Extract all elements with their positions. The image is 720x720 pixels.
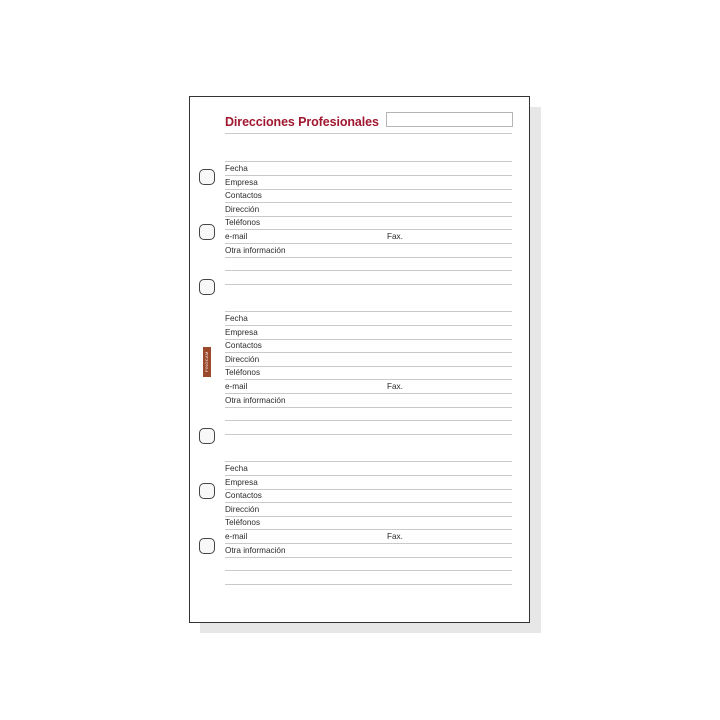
punch-hole [199, 279, 215, 295]
entry-rule [225, 434, 512, 435]
entry-rule [225, 461, 512, 462]
punch-hole [199, 428, 215, 444]
entry-rule [225, 420, 512, 421]
fecha-label: Fecha [225, 464, 248, 473]
entry-rule [225, 489, 512, 490]
entry-rule [225, 543, 512, 544]
entry-rule [225, 189, 512, 190]
contactos-label: Contactos [225, 341, 262, 350]
contactos-label: Contactos [225, 191, 262, 200]
brand-logo: FINOCAM [203, 347, 211, 377]
fax-label: Fax. [387, 232, 403, 241]
page-title: Direcciones Profesionales [225, 115, 379, 129]
entry-rule [225, 516, 512, 517]
email-label: e-mail [225, 232, 248, 241]
direccion-label: Dirección [225, 505, 260, 514]
address-sheet [189, 96, 530, 623]
direccion-label: Dirección [225, 355, 260, 364]
entry-rule [225, 202, 512, 203]
entry-rule [225, 243, 512, 244]
entry-rule [225, 366, 512, 367]
entry-rule [225, 502, 512, 503]
fax-label: Fax. [387, 532, 403, 541]
empresa-label: Empresa [225, 178, 258, 187]
entry-rule [225, 529, 512, 530]
entry-rule [225, 161, 512, 162]
fecha-label: Fecha [225, 314, 248, 323]
empresa-label: Empresa [225, 328, 258, 337]
entry-rule [225, 393, 512, 394]
otra-informacion-label: Otra información [225, 246, 286, 255]
entry-rule [225, 311, 512, 312]
telefonos-label: Teléfonos [225, 368, 261, 377]
title-input-box[interactable] [386, 112, 513, 127]
direccion-label: Dirección [225, 205, 260, 214]
email-label: e-mail [225, 532, 248, 541]
telefonos-label: Teléfonos [225, 518, 261, 527]
email-label: e-mail [225, 382, 248, 391]
telefonos-label: Teléfonos [225, 218, 261, 227]
entry-rule [225, 407, 512, 408]
entry-rule [225, 175, 512, 176]
entry-rule [225, 379, 512, 380]
punch-hole [199, 483, 215, 499]
entry-rule [225, 216, 512, 217]
fax-label: Fax. [387, 382, 403, 391]
empresa-label: Empresa [225, 478, 258, 487]
otra-informacion-label: Otra información [225, 546, 286, 555]
contactos-label: Contactos [225, 491, 262, 500]
entry-rule [225, 584, 512, 585]
entry-rule [225, 557, 512, 558]
fecha-label: Fecha [225, 164, 248, 173]
otra-informacion-label: Otra información [225, 396, 286, 405]
entry-rule [225, 284, 512, 285]
entry-rule [225, 325, 512, 326]
entry-rule [225, 352, 512, 353]
entry-rule [225, 270, 512, 271]
entry-rule [225, 339, 512, 340]
entry-rule [225, 475, 512, 476]
entry-rule [225, 570, 512, 571]
entry-rule [225, 257, 512, 258]
punch-hole [199, 538, 215, 554]
entry-rule [225, 229, 512, 230]
punch-hole [199, 224, 215, 240]
title-rule [225, 133, 512, 134]
punch-hole [199, 169, 215, 185]
